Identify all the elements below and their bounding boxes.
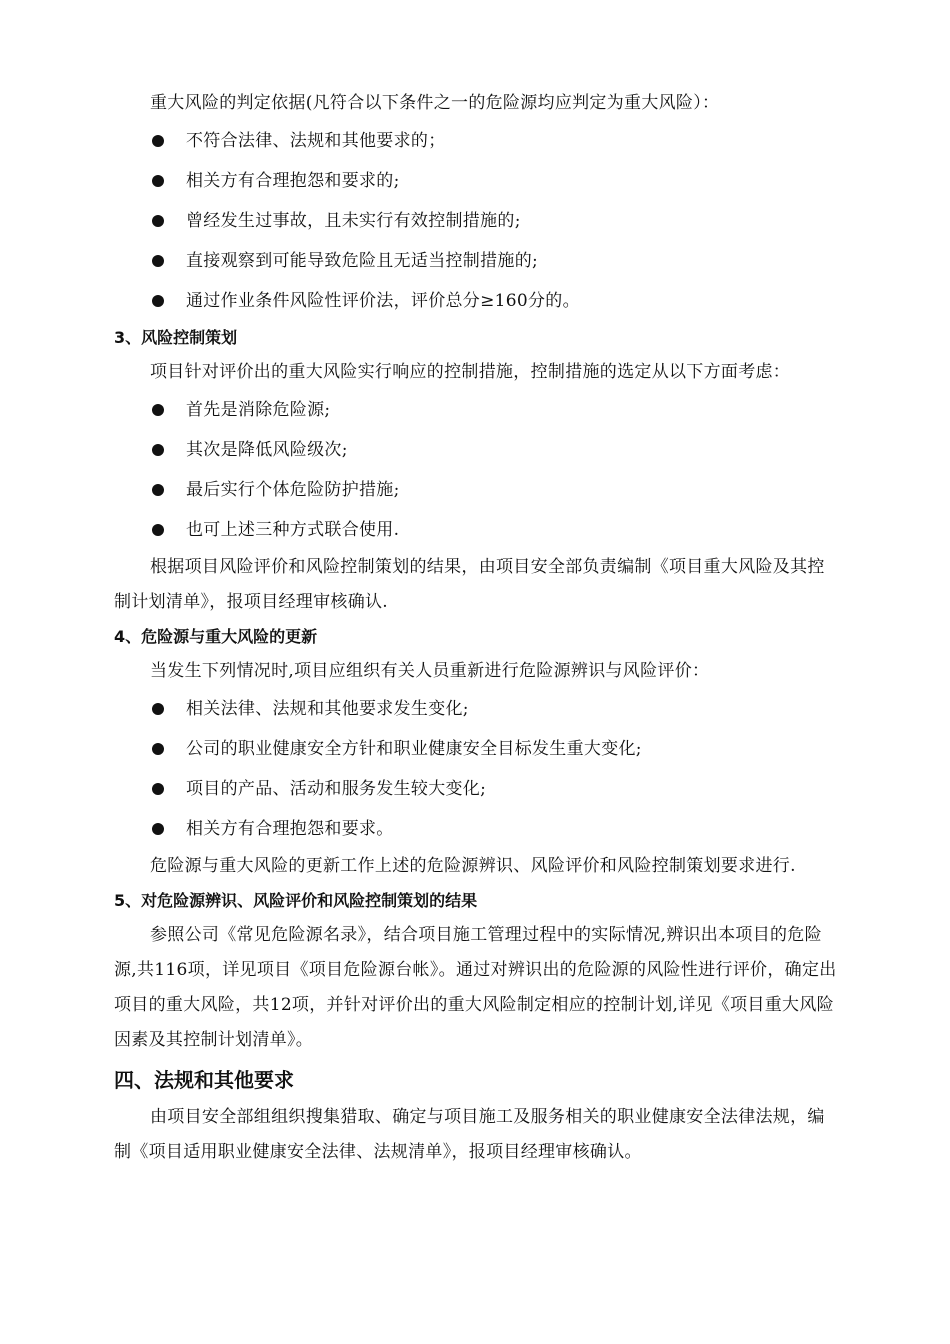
list-item-text: 首先是消除危险源; <box>186 400 331 420</box>
list-item-text: 也可上述三种方式联合使用. <box>186 520 400 540</box>
document-page <box>114 86 838 1170</box>
list-item <box>114 121 838 161</box>
bullet-icon <box>152 703 164 715</box>
bullet-icon <box>152 823 164 835</box>
list-item-text: 不符合法律、法规和其他要求的； <box>186 131 446 151</box>
criteria-intro: 重大风险的判定依据(凡符合以下条件之一的危险源均应判定为重大风险）： <box>150 93 720 113</box>
list-item <box>114 470 838 510</box>
list-item <box>114 281 838 321</box>
list-item-text: 直接观察到可能导致危险且无适当控制措施的; <box>186 251 539 271</box>
chapter-4-heading: 四、法规和其他要求 <box>114 1068 294 1092</box>
list-item-text: 相关方有合理抱怨和要求。 <box>186 819 394 839</box>
list-item <box>114 769 838 809</box>
list-item <box>114 390 838 430</box>
section-5-heading: 5、对危险源辨识、风险评价和风险控制策划的结果 <box>114 891 478 910</box>
bullet-icon <box>152 215 164 227</box>
list-item <box>114 689 838 729</box>
list-item-text: 曾经发生过事故，且未实行有效控制措施的; <box>186 211 521 231</box>
bullet-icon <box>152 524 164 536</box>
list-item <box>114 430 838 470</box>
section-5-paragraph-1: 参照公司《常见危险源名录》，结合项目施工管理过程中的实际情况,辨识出本项目的危险源,共116项，详见项目《项目危险源台帐》。通过对辨识出的危险源的风险性进行评价，确定出项目的重大风险，共12项，并针对评价出的重大风险制定相应的控制计划,详见《项目重大风险因素及其控制计划清单》。 <box>114 925 837 1050</box>
update-conditions-list <box>114 689 838 849</box>
section-3-paragraph-2: 根据项目风险评价和风险控制策划的结果，由项目安全部负责编制《项目重大风险及其控制计划清单》，报项目经理审核确认. <box>114 557 825 612</box>
bullet-icon <box>152 135 164 147</box>
bullet-icon <box>152 743 164 755</box>
bullet-icon <box>152 255 164 267</box>
list-item <box>114 241 838 281</box>
chapter-4-paragraph-1: 由项目安全部组组织搜集猎取、确定与项目施工及服务相关的职业健康安全法律法规，编制《项目适用职业健康安全法律、法规清单》，报项目经理审核确认。 <box>114 1107 825 1162</box>
bullet-icon <box>152 175 164 187</box>
bullet-icon <box>152 783 164 795</box>
control-measures-list <box>114 390 838 550</box>
list-item <box>114 510 838 550</box>
list-item <box>114 809 838 849</box>
list-item-text: 其次是降低风险级次; <box>186 440 348 460</box>
section-4-paragraph-2: 危险源与重大风险的更新工作上述的危险源辨识、风险评价和风险控制策划要求进行. <box>150 856 796 876</box>
section-4-heading: 4、危险源与重大风险的更新 <box>114 627 318 646</box>
section-3-paragraph-1: 项目针对评价出的重大风险实行响应的控制措施，控制措施的选定从以下方面考虑： <box>150 362 791 382</box>
bullet-icon <box>152 404 164 416</box>
criteria-list <box>114 121 838 321</box>
list-item <box>114 729 838 769</box>
bullet-icon <box>152 295 164 307</box>
list-item-text: 最后实行个体危险防护措施; <box>186 480 400 500</box>
bullet-icon <box>152 484 164 496</box>
bullet-icon <box>152 444 164 456</box>
list-item <box>114 161 838 201</box>
list-item-text: 通过作业条件风险性评价法，评价总分≥160分的。 <box>186 291 580 311</box>
list-item-text: 相关方有合理抱怨和要求的; <box>186 171 400 191</box>
list-item-text: 项目的产品、活动和服务发生较大变化; <box>186 779 487 799</box>
list-item-text: 相关法律、法规和其他要求发生变化; <box>186 699 469 719</box>
list-item-text: 公司的职业健康安全方针和职业健康安全目标发生重大变化; <box>186 739 642 759</box>
section-4-paragraph-1: 当发生下列情况时,项目应组织有关人员重新进行危险源辨识与风险评价： <box>150 661 710 681</box>
section-3-heading: 3、风险控制策划 <box>114 328 238 347</box>
list-item <box>114 201 838 241</box>
